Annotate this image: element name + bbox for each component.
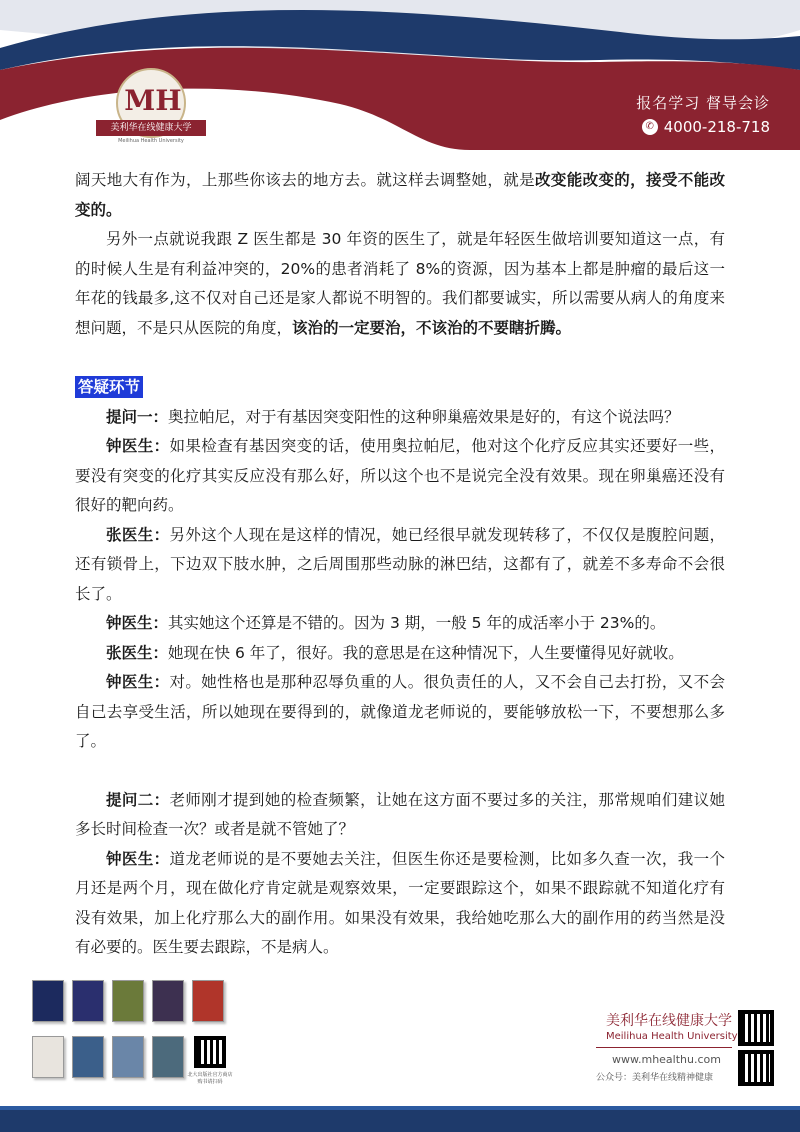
header-phone [642,118,770,136]
university-logo [96,68,206,153]
speaker-label: 提问一： [106,407,169,426]
book-cover [112,1036,144,1078]
paragraph-text: 另外一点就说我跟 Z 医生都是 30 年资的医生了，就是年轻医生做培训要知道这一点，有的时候人生是有利益冲突的，20%的患者消耗了 8%的资源，因为基本上都是肿瘤的最后这一年花的钱最多,这不仅对自己还是家人都说不明智的。我们都要诚实，所以需要从病人的角度来想问题，不是只从医院的角度， [75,230,725,337]
wechat-qr-code [738,1050,774,1086]
article-body [75,166,725,963]
speech-text: 道龙老师说的是不要她去关注，但医生你还是要检测，比如多久查一次，我一个月还是两个月，现在做化疗肯定就是观察效果，一定要跟踪这个，如果不跟踪就不知道化疗有没有效果，加上化疗那么大的副作用。如果没有效果，我给她吃那么大的副作用的药当然是没有必要的。医生要去跟踪，不是病人。 [75,849,725,956]
qa-section-tag: 答疑环节 [75,376,143,398]
speaker-label: 钟医生： [106,437,170,455]
question-1 [75,403,725,433]
paragraph-continuation [75,166,725,225]
paragraph-gap [75,757,725,786]
question-2 [75,786,725,845]
logo-subtitle: Meilihua Health University [118,138,184,144]
book-cover [192,980,224,1022]
answer-5 [75,668,725,757]
book-cover [72,1036,104,1078]
answer-1 [75,432,725,521]
paragraph-resources [75,225,725,343]
speech-text: 对。她性格也是那种忍辱负重的人。很负责任的人，又不会自己去打扮，又不会自己去享受生活，所以她现在要得到的，就像道龙老师说的，要能够放松一下，不要想那么多了。 [75,673,725,750]
speaker-label: 钟医生： [106,849,170,868]
book-cover [32,980,64,1022]
answer-6 [75,845,725,963]
speaker-label: 钟医生： [106,673,170,691]
phone-number: 4000-218-718 [663,118,770,136]
speaker-label: 张医生： [106,525,170,544]
speaker-label: 提问二： [106,790,170,809]
emphasis-text: 改变能改变的，接受不能改变的。 [75,171,725,219]
book-cover [112,980,144,1022]
speaker-label: 张医生： [106,643,169,662]
speech-text: 另外这个人现在是这样的情况，她已经很早就发现转移了，不仅仅是腹腔问题，还有锁骨上，下边双下肢水肿，之后周围那些动脉的淋巴结，这都有了，就差不多寿命不会很长了。 [75,525,725,603]
logo-mark: MH [124,84,182,117]
book-cover [32,1036,64,1078]
book-cover [152,1036,184,1078]
book-cover [72,980,104,1022]
bottom-bar [0,1110,800,1132]
paragraph-gap [75,343,725,372]
book-cover [152,980,184,1022]
logo-ribbon: 美利华在线健康大学 [96,120,206,136]
emphasis-text: 该治的一定要治，不该治的不要瞎折腾。 [292,318,572,337]
page-header [0,0,800,160]
bookstore-qr-code [194,1036,226,1068]
header-slogan: 报名学习 督导会诊 [636,94,770,112]
book-collection [30,980,270,1090]
answer-3 [75,609,725,639]
bookstore-qr-caption: 北大出版社官方商店 购书请扫码 [187,1072,233,1085]
answer-4 [75,639,725,669]
phone-icon: ✆ [642,119,658,135]
speech-text: 她现在快 6 年了，很好。我的意思是在这种情况下，人生要懂得见好就收。 [168,643,684,662]
paragraph-text: 阔天地大有作为，上那些你该去的地方去。就这样去调整她，就是 [75,171,535,189]
answer-2 [75,521,725,610]
footer-brand-en: Meilihua Health University [606,1031,738,1042]
footer-wechat-account: 公众号：美利华在线精神健康 [596,1073,714,1083]
qa-section-heading [75,372,725,403]
footer-divider [596,1047,732,1048]
speech-text: 老师刚才提到她的检查频繁，让她在这方面不要过多的关注，那常规咱们建议她多长时间检查一次？或者是就不管她了？ [75,790,725,838]
speech-text: 其实她这个还算是不错的。因为 3 期，一般 5 年的成活率小于 23%的。 [168,614,666,632]
speech-text: 如果检查有基因突变的话，使用奥拉帕尼，他对这个化疗反应其实还要好一些，要没有突变的化疗其实反应没有那么好，所以这个也不是说完全没有效果。现在卵巢癌还没有很好的靶向药。 [75,437,725,514]
website-qr-code [738,1010,774,1046]
speaker-label: 钟医生： [106,614,169,632]
footer-brand-cn: 美利华在线健康大学 [606,1013,732,1029]
speech-text: 奥拉帕尼，对于有基因突变阳性的这种卵巢癌效果是好的，有这个说法吗？ [168,407,680,426]
footer-website: www.mhealthu.com [612,1053,721,1066]
